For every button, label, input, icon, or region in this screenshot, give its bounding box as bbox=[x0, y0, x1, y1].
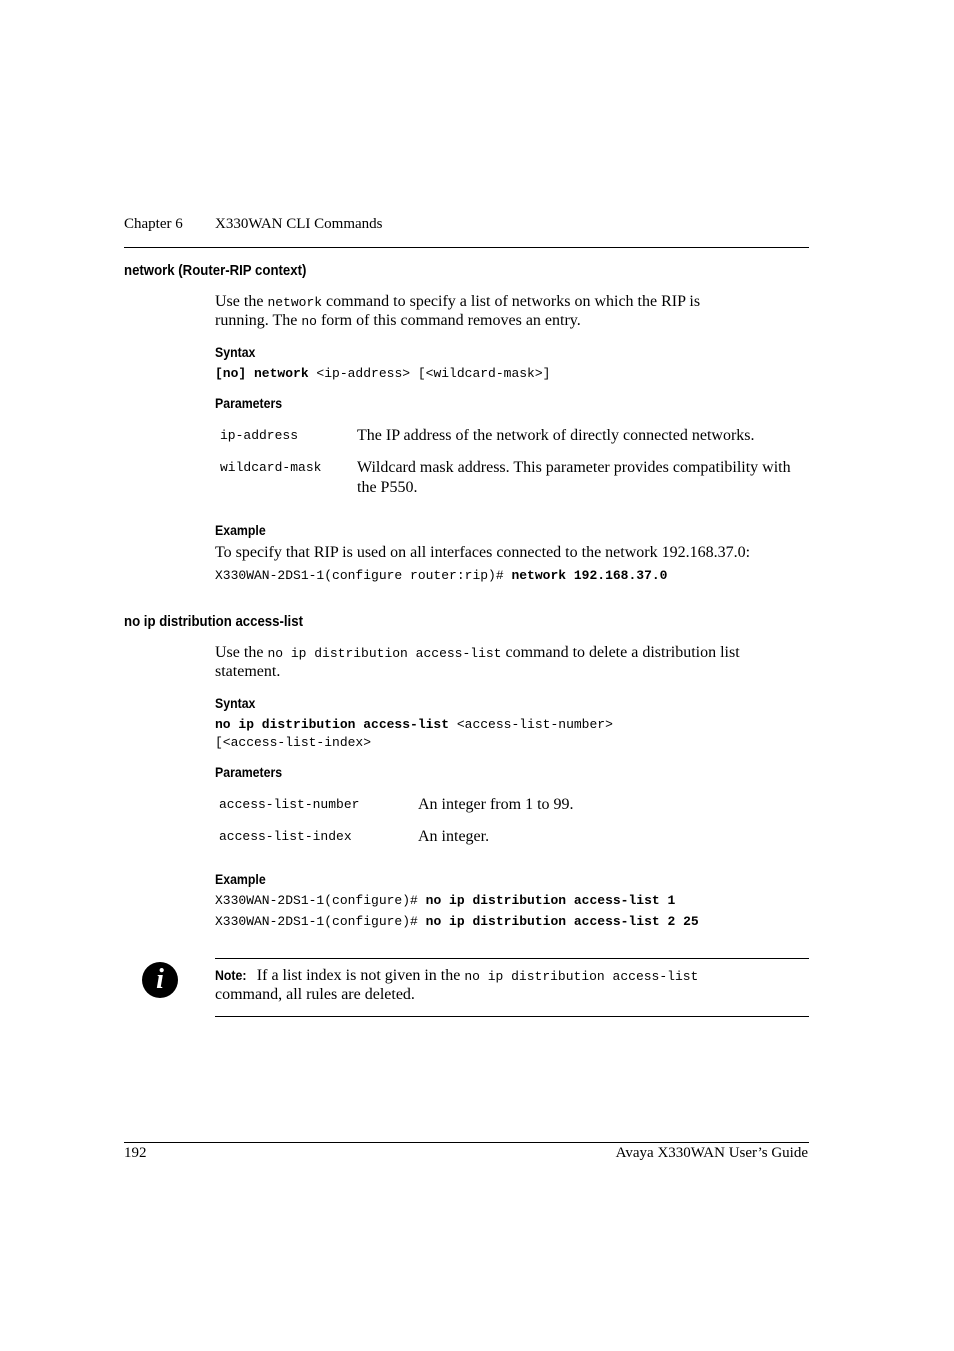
note-top-rule bbox=[215, 958, 809, 959]
syntax-line: [no] network <ip-address> [<wildcard-mask>] bbox=[215, 366, 551, 381]
syntax-line-2: [<access-list-index> bbox=[215, 735, 372, 750]
syntax-heading: Syntax bbox=[215, 695, 256, 711]
example-command: X330WAN-2DS1-1(configure router:rip)# network 192.168.37.0 bbox=[215, 568, 668, 583]
example-command: X330WAN-2DS1-1(configure)# no ip distribution access-list 2 25 bbox=[215, 914, 699, 929]
parameters-heading: Parameters bbox=[215, 764, 283, 780]
parameter-description: An integer from 1 to 99. bbox=[418, 796, 574, 813]
parameter-name: ip-address bbox=[220, 428, 299, 443]
header-rule bbox=[124, 247, 809, 248]
section-heading: no ip distribution access-list bbox=[124, 613, 303, 630]
example-heading: Example bbox=[215, 871, 266, 887]
parameter-name: access-list-number bbox=[219, 797, 360, 812]
section-intro-line1: Use the no ip distribution access-list command to delete a distribution list bbox=[215, 644, 740, 661]
note-line2: command, all rules are deleted. bbox=[215, 986, 415, 1003]
section-intro-line2: running. The no form of this command removes an entry. bbox=[215, 312, 581, 329]
parameter-description: The IP address of the network of directly connected networks. bbox=[357, 427, 755, 444]
page-number: 192 bbox=[124, 1145, 147, 1161]
parameter-name: access-list-index bbox=[219, 829, 352, 844]
parameters-heading: Parameters bbox=[215, 395, 283, 411]
parameter-description: An integer. bbox=[418, 828, 490, 845]
example-heading: Example bbox=[215, 522, 266, 538]
parameter-description: Wildcard mask address. This parameter provides compatibility with the P550. bbox=[357, 459, 791, 496]
chapter-label: Chapter 6 bbox=[124, 216, 183, 232]
section-heading: network (Router-RIP context) bbox=[124, 262, 307, 279]
guide-title: Avaya X330WAN User’s Guide bbox=[615, 1145, 808, 1161]
footer-rule bbox=[124, 1142, 809, 1143]
syntax-heading: Syntax bbox=[215, 344, 256, 360]
example-command: X330WAN-2DS1-1(configure)# no ip distribution access-list 1 bbox=[215, 893, 676, 908]
info-icon: i bbox=[142, 962, 178, 998]
parameter-name: wildcard-mask bbox=[220, 460, 322, 475]
chapter-title: X330WAN CLI Commands bbox=[215, 216, 383, 232]
note-label: Note: bbox=[215, 967, 247, 983]
note-line1: Note: If a list index is not given in the no ip distribution access-list bbox=[215, 967, 699, 984]
example-text: To specify that RIP is used on all interfaces connected to the network 192.168.37.0: bbox=[215, 544, 751, 561]
syntax-line: no ip distribution access-list <access-list-number> bbox=[215, 717, 613, 732]
note-bottom-rule bbox=[215, 1016, 809, 1017]
section-intro-line2: statement. bbox=[215, 663, 281, 680]
section-intro-line1: Use the network command to specify a list of networks on which the RIP is bbox=[215, 293, 701, 310]
